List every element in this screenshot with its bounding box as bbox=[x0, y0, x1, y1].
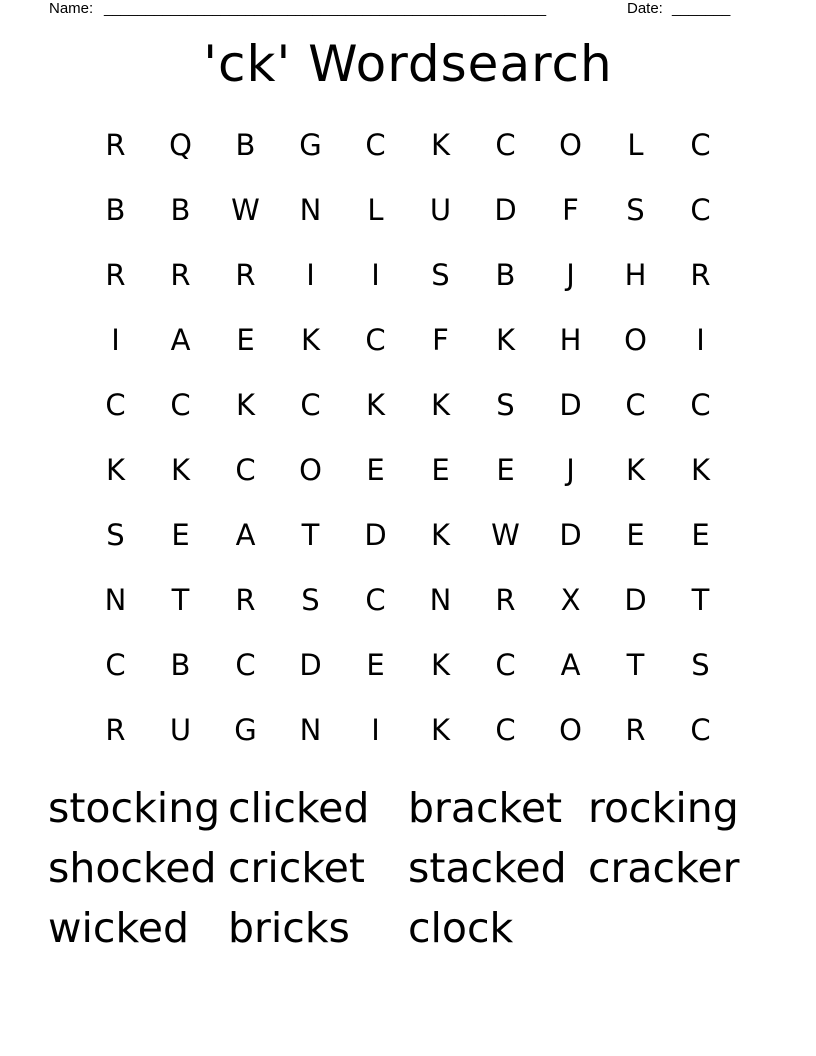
grid-cell[interactable]: H bbox=[559, 322, 582, 357]
word-list-item: stacked bbox=[408, 844, 567, 892]
grid-cell[interactable]: K bbox=[495, 322, 516, 357]
grid-cell[interactable]: T bbox=[691, 582, 710, 617]
grid-cell[interactable]: E bbox=[171, 517, 190, 552]
grid-cell[interactable]: H bbox=[624, 257, 647, 292]
grid-cell[interactable]: I bbox=[371, 257, 380, 292]
word-list-item: stocking bbox=[48, 784, 221, 832]
word-list-item: cracker bbox=[588, 844, 740, 892]
grid-cell[interactable]: F bbox=[432, 322, 449, 357]
grid-cell[interactable]: K bbox=[430, 712, 451, 747]
grid-cell[interactable]: K bbox=[235, 387, 256, 422]
grid-cell[interactable]: N bbox=[299, 712, 322, 747]
grid-cell[interactable]: C bbox=[365, 582, 386, 617]
grid-cell[interactable]: O bbox=[559, 712, 582, 747]
grid-cell[interactable]: C bbox=[170, 387, 191, 422]
grid-row bbox=[83, 242, 733, 307]
name-label: Name: bbox=[49, 0, 94, 17]
word-list-item: cricket bbox=[228, 844, 365, 892]
grid-cell[interactable]: W bbox=[491, 517, 520, 552]
grid-cell[interactable]: S bbox=[301, 582, 320, 617]
grid-cell[interactable]: E bbox=[431, 452, 450, 487]
grid-cell[interactable]: C bbox=[365, 127, 386, 162]
grid-cell[interactable]: R bbox=[105, 127, 126, 162]
grid-cell[interactable]: A bbox=[235, 517, 256, 552]
grid-cell[interactable]: E bbox=[626, 517, 645, 552]
grid-row bbox=[83, 112, 733, 177]
grid-cell[interactable]: R bbox=[690, 257, 711, 292]
grid-cell[interactable]: N bbox=[429, 582, 452, 617]
word-list-item: shocked bbox=[48, 844, 217, 892]
grid-cell[interactable]: S bbox=[496, 387, 515, 422]
grid-cell[interactable]: S bbox=[106, 517, 125, 552]
grid-row bbox=[83, 177, 733, 242]
grid-cell[interactable]: A bbox=[560, 647, 581, 682]
grid-cell[interactable]: C bbox=[690, 712, 711, 747]
grid-cell[interactable]: E bbox=[691, 517, 710, 552]
grid-cell[interactable]: C bbox=[105, 647, 126, 682]
grid-row bbox=[83, 502, 733, 567]
grid-cell[interactable]: O bbox=[624, 322, 647, 357]
word-list-item: bricks bbox=[228, 904, 350, 952]
word-list-item: clock bbox=[408, 904, 514, 952]
word-list-item: bracket bbox=[408, 784, 563, 832]
grid-row bbox=[83, 632, 733, 697]
grid-row bbox=[83, 567, 733, 632]
grid-cell[interactable]: C bbox=[690, 192, 711, 227]
grid-cell[interactable]: K bbox=[625, 452, 646, 487]
grid-row bbox=[83, 437, 733, 502]
grid-cell[interactable]: Q bbox=[169, 127, 192, 162]
grid-cell[interactable]: T bbox=[626, 647, 645, 682]
grid-cell[interactable]: D bbox=[559, 517, 582, 552]
grid-cell[interactable]: C bbox=[690, 127, 711, 162]
grid-cell[interactable]: C bbox=[495, 127, 516, 162]
grid-cell[interactable]: C bbox=[365, 322, 386, 357]
grid-cell[interactable]: K bbox=[365, 387, 386, 422]
grid-cell[interactable]: K bbox=[690, 452, 711, 487]
grid-cell[interactable]: J bbox=[566, 257, 575, 292]
grid-cell[interactable]: R bbox=[235, 257, 256, 292]
word-list-item: clicked bbox=[228, 784, 370, 832]
grid-cell[interactable]: C bbox=[625, 387, 646, 422]
grid-row bbox=[83, 372, 733, 437]
page-title: 'ck' Wordsearch bbox=[203, 35, 613, 93]
grid-cell[interactable]: C bbox=[690, 387, 711, 422]
grid-cell[interactable]: D bbox=[559, 387, 582, 422]
grid-cell[interactable]: N bbox=[299, 192, 322, 227]
grid-cell[interactable]: I bbox=[696, 322, 705, 357]
grid-cell[interactable]: T bbox=[171, 582, 190, 617]
grid-cell[interactable]: K bbox=[430, 127, 451, 162]
grid-cell[interactable]: J bbox=[566, 452, 575, 487]
grid-cell[interactable]: U bbox=[169, 712, 192, 747]
grid-cell[interactable]: A bbox=[170, 322, 191, 357]
header bbox=[0, 0, 816, 20]
grid-cell[interactable]: C bbox=[495, 647, 516, 682]
grid-cell[interactable]: K bbox=[430, 517, 451, 552]
grid-cell[interactable]: B bbox=[235, 127, 256, 162]
grid-cell[interactable]: R bbox=[235, 582, 256, 617]
grid-cell[interactable]: E bbox=[366, 647, 385, 682]
grid-cell[interactable]: B bbox=[495, 257, 516, 292]
grid-cell[interactable]: R bbox=[625, 712, 646, 747]
grid-cell[interactable]: I bbox=[306, 257, 315, 292]
grid-cell[interactable]: G bbox=[299, 127, 322, 162]
grid-cell[interactable]: K bbox=[105, 452, 126, 487]
grid-cell[interactable]: K bbox=[430, 647, 451, 682]
grid-cell[interactable]: D bbox=[364, 517, 387, 552]
grid-cell[interactable]: S bbox=[431, 257, 450, 292]
grid-cell[interactable]: C bbox=[235, 452, 256, 487]
grid-cell[interactable]: R bbox=[495, 582, 516, 617]
grid-cell[interactable]: C bbox=[300, 387, 321, 422]
grid-cell[interactable]: O bbox=[559, 127, 582, 162]
grid-cell[interactable]: B bbox=[170, 192, 191, 227]
grid-cell[interactable]: U bbox=[429, 192, 452, 227]
grid-cell[interactable]: K bbox=[170, 452, 191, 487]
grid-cell[interactable]: X bbox=[560, 582, 581, 617]
grid-cell[interactable]: C bbox=[235, 647, 256, 682]
grid-cell[interactable]: C bbox=[495, 712, 516, 747]
grid-cell[interactable]: E bbox=[366, 452, 385, 487]
grid-cell[interactable]: K bbox=[430, 387, 451, 422]
grid-cell[interactable]: L bbox=[367, 192, 384, 227]
grid-cell[interactable]: E bbox=[496, 452, 515, 487]
grid-row bbox=[83, 307, 733, 372]
grid-cell[interactable]: F bbox=[562, 192, 579, 227]
date-label: Date: bbox=[627, 0, 663, 17]
grid-cell[interactable]: R bbox=[105, 712, 126, 747]
word-list-item: wicked bbox=[48, 904, 189, 952]
grid-cell[interactable]: E bbox=[236, 322, 255, 357]
grid-cell[interactable]: D bbox=[299, 647, 322, 682]
grid-cell[interactable]: L bbox=[627, 127, 644, 162]
date-line: _______ bbox=[672, 0, 731, 17]
grid-cell[interactable]: C bbox=[105, 387, 126, 422]
grid-cell[interactable]: R bbox=[105, 257, 126, 292]
grid-cell[interactable]: N bbox=[104, 582, 127, 617]
grid-cell[interactable]: O bbox=[299, 452, 322, 487]
grid-cell[interactable]: W bbox=[231, 192, 260, 227]
word-list bbox=[48, 778, 768, 958]
grid-cell[interactable]: B bbox=[105, 192, 126, 227]
name-line: _____________________________________________________ bbox=[104, 0, 547, 17]
grid-cell[interactable]: B bbox=[170, 647, 191, 682]
grid-cell[interactable]: G bbox=[234, 712, 257, 747]
grid-cell[interactable]: T bbox=[301, 517, 320, 552]
grid-cell[interactable]: I bbox=[371, 712, 380, 747]
word-list-item: rocking bbox=[588, 784, 739, 832]
letter-grid bbox=[83, 112, 733, 762]
grid-cell[interactable]: I bbox=[111, 322, 120, 357]
grid-cell[interactable]: D bbox=[624, 582, 647, 617]
grid-cell[interactable]: D bbox=[494, 192, 517, 227]
grid-row bbox=[83, 697, 733, 762]
grid-cell[interactable]: R bbox=[170, 257, 191, 292]
grid-cell[interactable]: S bbox=[691, 647, 710, 682]
grid-cell[interactable]: K bbox=[300, 322, 321, 357]
grid-cell[interactable]: S bbox=[626, 192, 645, 227]
